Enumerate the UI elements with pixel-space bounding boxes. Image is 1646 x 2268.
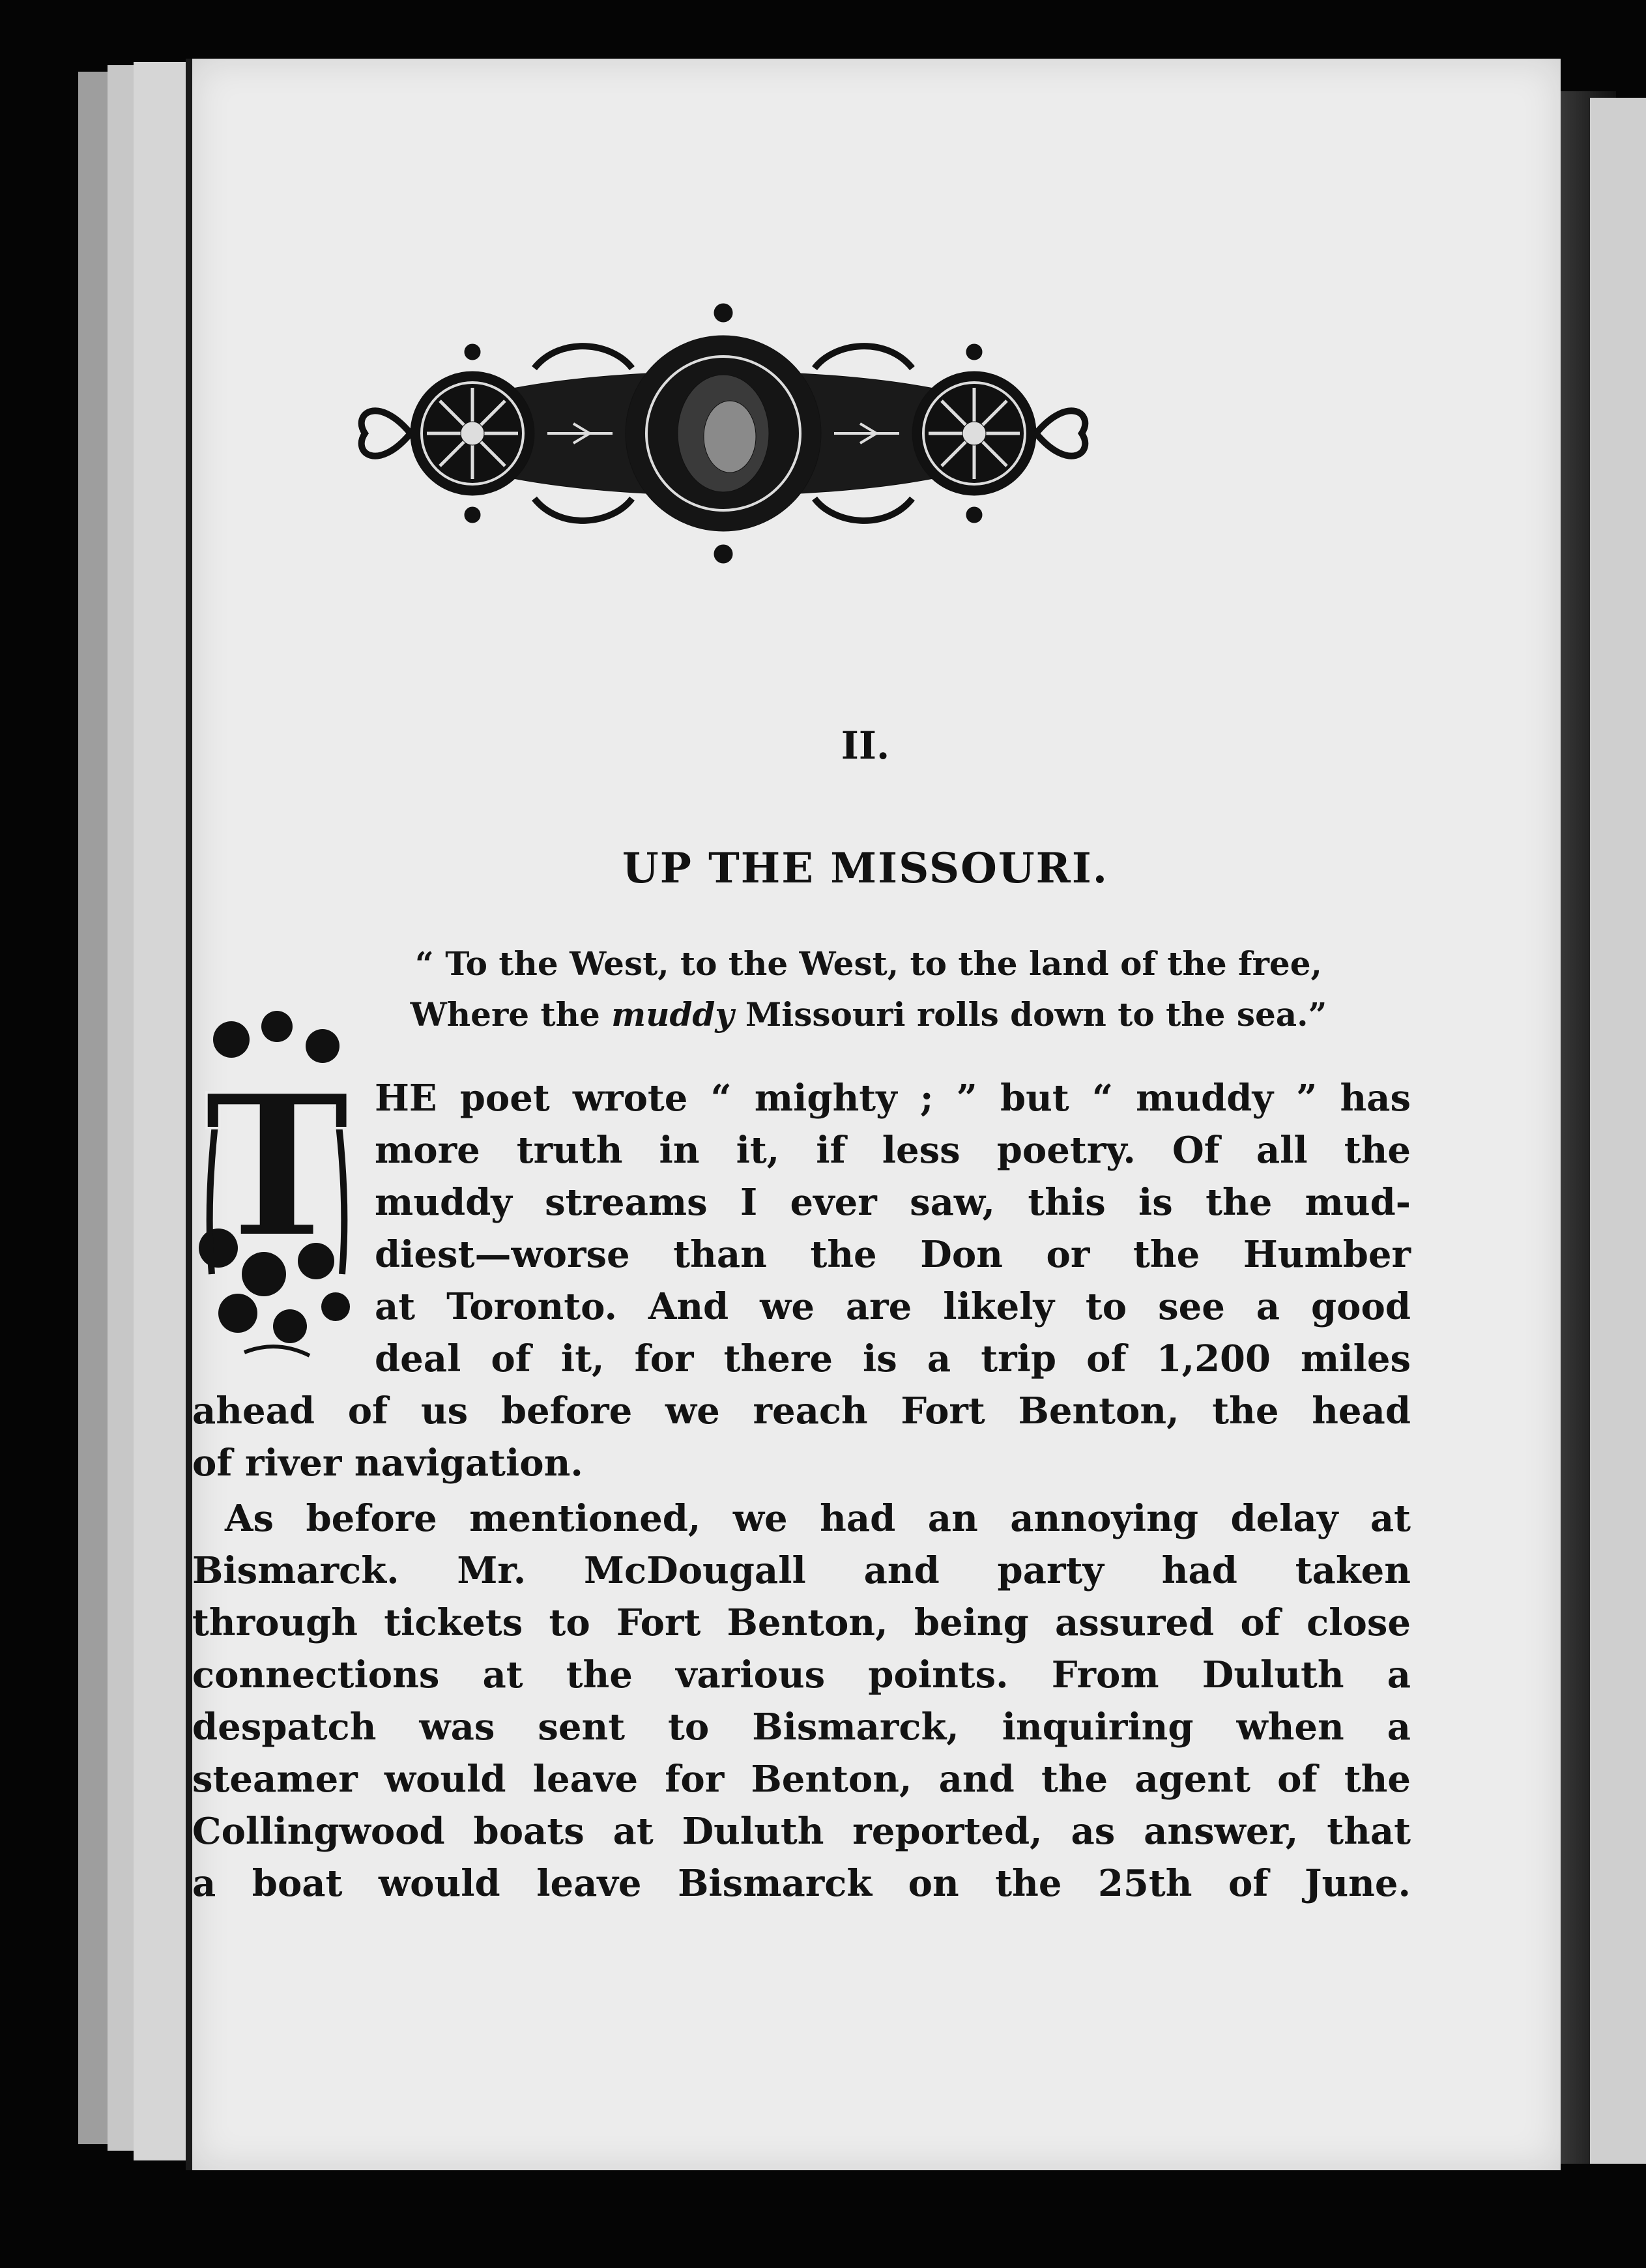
- text-line: at Toronto. And we are likely to see a good: [375, 1285, 1411, 1328]
- text-line: muddy streams I ever saw, this is the mud-: [375, 1181, 1411, 1224]
- chapter-number: II.: [841, 723, 890, 768]
- text-line: Bismarck. Mr. McDougall and party had taken: [192, 1549, 1411, 1592]
- text-line: Collingwood boats at Duluth reported, as answer, that: [192, 1810, 1411, 1853]
- paragraph-1-wrapped: [375, 1072, 1411, 1385]
- text-line: more truth in it, if less poetry. Of all the: [375, 1129, 1411, 1172]
- text-line: HE poet wrote “ mighty ; ” but “ muddy ” has: [375, 1077, 1411, 1120]
- chapter-title: UP THE MISSOURI.: [622, 844, 1109, 893]
- text-line: of river navigation.: [192, 1442, 583, 1485]
- drop-cap-letter: T: [204, 1051, 350, 1281]
- text-line: diest—worse than the Don or the Humber: [375, 1233, 1411, 1276]
- text-line: through tickets to Fort Benton, being assured of close: [192, 1601, 1411, 1644]
- drop-cap-initial: [192, 1000, 362, 1365]
- facing-page-edge: [1590, 98, 1646, 2164]
- text-line: deal of it, for there is a trip of 1,200 miles: [375, 1337, 1411, 1380]
- text-line: steamer would leave for Benton, and the agent of the: [192, 1758, 1411, 1801]
- paragraph-1-full: [192, 1385, 1411, 1489]
- ornament-headpiece: [339, 297, 1108, 570]
- epigraph-line: Where the muddy Missouri rolls down to the sea.”: [410, 995, 1327, 1034]
- text-line: connections at the various points. From Duluth a: [192, 1653, 1411, 1696]
- text-line: As before mentioned, we had an annoying delay at: [225, 1497, 1411, 1540]
- text-line: a boat would leave Bismarck on the 25th of June.: [192, 1862, 1411, 1905]
- paragraph-2: [192, 1492, 1411, 1910]
- text-line: ahead of us before we reach Fort Benton, the head: [192, 1389, 1411, 1432]
- text-line: despatch was sent to Bismarck, inquiring when a: [192, 1706, 1411, 1749]
- epigraph-line: “ To the West, to the West, to the land of the free,: [415, 944, 1322, 983]
